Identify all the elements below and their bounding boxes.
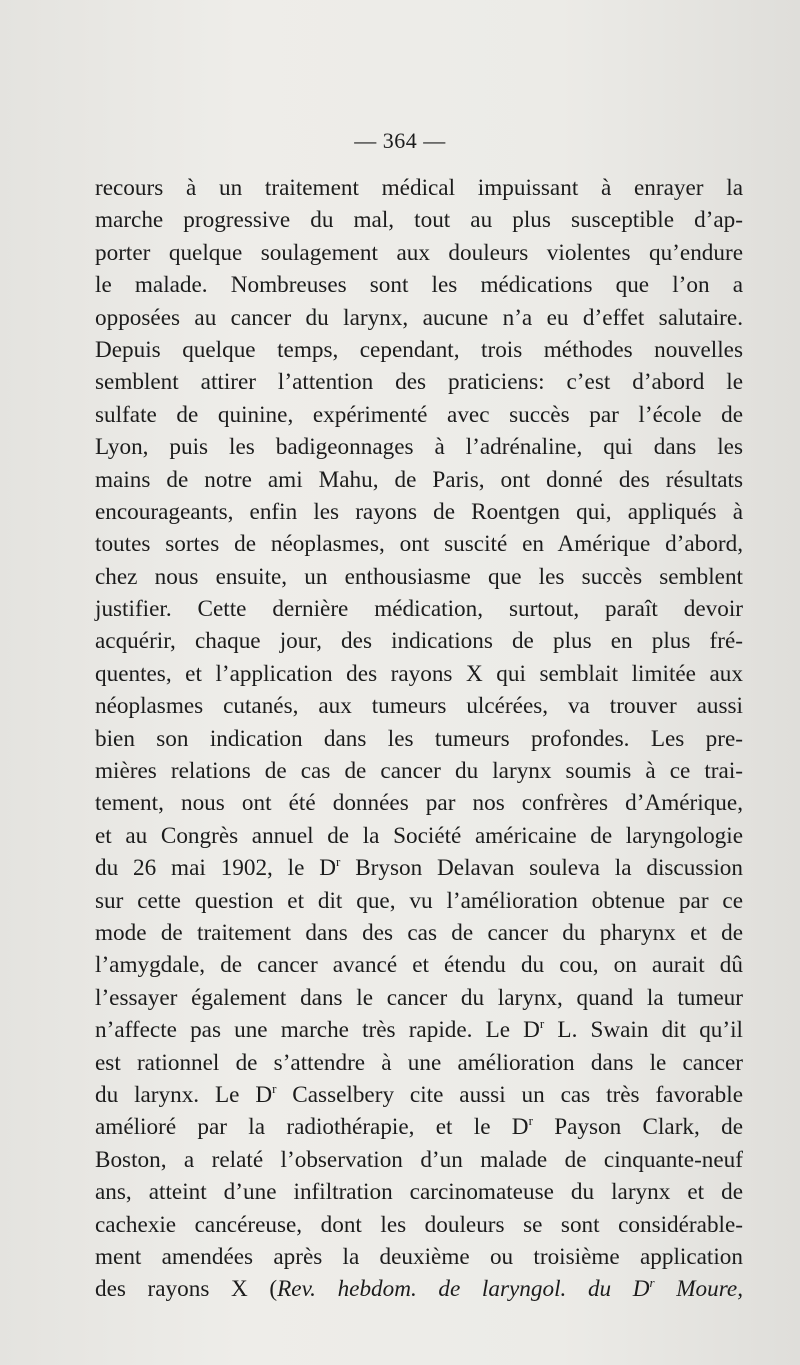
text-line: mains de notre ami Mahu, de Paris, ont donné des résultats xyxy=(95,466,743,493)
text-segment: Bryson Delavan souleva la discussion xyxy=(340,855,743,882)
text-line xyxy=(95,852,743,884)
text-line: justifier. Cette dernière médication, surtout, paraît devoir xyxy=(95,596,743,623)
text-segment: du larynx. Le D xyxy=(95,1081,273,1108)
text-segment: n’affecte pas une marche très rapide. Le D xyxy=(95,1017,540,1044)
text-line: Boston, a relaté l’observation d’un malade de cinquante-neuf xyxy=(95,1146,743,1173)
text-line: mières relations de cas de cancer du larynx soumis à ce trai- xyxy=(95,758,743,785)
text-line xyxy=(95,1273,743,1305)
text-line: marche progressive du mal, tout au plus susceptible d’ap- xyxy=(95,207,743,234)
text-line: chez nous ensuite, un enthousiasme que les succès semblent xyxy=(95,563,743,590)
text-body xyxy=(95,172,743,1306)
citation-italic xyxy=(277,1276,743,1302)
text-segment: amélioré par la radiothérapie, et le D xyxy=(95,1114,529,1141)
citation-text: Moure, xyxy=(654,1276,743,1303)
text-line: Depuis quelque temps, cependant, trois méthodes nouvelles xyxy=(95,336,743,363)
text-line: néoplasmes cutanés, aux tumeurs ulcérées, va trouver aussi xyxy=(95,693,743,720)
text-line: et au Congrès annuel de la Société américaine de laryngologie xyxy=(95,822,743,849)
text-line: est rationnel de s’attendre à une amélioration dans le cancer xyxy=(95,1049,743,1076)
text-segment: L. Swain dit qu’il xyxy=(544,1017,744,1044)
text-line: tement, nous ont été données par nos confrères d’Amérique, xyxy=(95,790,743,817)
text-line: mode de traitement dans des cas de cancer du pharynx et de xyxy=(95,919,743,946)
text-line xyxy=(95,1014,743,1046)
text-line: porter quelque soulagement aux douleurs violentes qu’endure xyxy=(95,239,743,266)
doctor-abbrev-sup: r xyxy=(336,854,341,870)
doctor-abbrev-sup: r xyxy=(539,1016,545,1032)
text-line: quentes, et l’application des rayons X qui semblait limitée aux xyxy=(95,660,743,687)
text-line: sulfate de quinine, expérimenté avec succès par l’école de xyxy=(95,401,743,428)
text-line: l’amygdale, de cancer avancé et étendu du cou, on aurait dû xyxy=(95,952,743,979)
text-line: le malade. Nombreuses sont les médications que l’on a xyxy=(95,272,743,299)
doctor-abbrev-sup: r xyxy=(272,1080,277,1096)
text-line: ment amendées après la deuxième ou troisième application xyxy=(95,1243,743,1270)
text-line: opposées au cancer du larynx, aucune n’a eu d’effet salutaire. xyxy=(95,304,743,331)
text-segment: des rayons X ( xyxy=(95,1276,278,1303)
citation-text: Rev. hebdom. de laryngol. du D xyxy=(277,1276,650,1303)
text-line: sur cette question et dit que, vu l’amélioration obtenue par ce xyxy=(95,887,743,914)
text-line xyxy=(95,1111,743,1143)
doctor-abbrev-sup: r xyxy=(649,1275,655,1291)
text-line: semblent attirer l’attention des praticiens: c’est d’abord le xyxy=(95,369,743,396)
text-segment: du 26 mai 1902, le D xyxy=(95,855,337,882)
text-segment: Payson Clark, de xyxy=(532,1114,743,1141)
text-line: bien son indication dans les tumeurs profondes. Les pre- xyxy=(95,725,743,752)
text-line: toutes sortes de néoplasmes, ont suscité en Amérique d’abord, xyxy=(95,531,743,558)
text-line: acquérir, chaque jour, des indications de plus en plus fré- xyxy=(95,628,743,655)
text-line: Lyon, puis les badigeonnages à l’adrénaline, qui dans les xyxy=(95,434,743,461)
text-segment: Casselbery cite aussi un cas très favorable xyxy=(276,1081,743,1108)
text-line: recours à un traitement médical impuissant à enrayer la xyxy=(95,175,743,201)
text-line xyxy=(95,1079,743,1111)
text-line: ans, atteint d’une infiltration carcinomateuse du larynx et de xyxy=(95,1179,743,1206)
doctor-abbrev-sup: r xyxy=(528,1113,533,1129)
text-line: cachexie cancéreuse, dont les douleurs se sont considérable- xyxy=(95,1211,743,1238)
text-line: encourageants, enfin les rayons de Roentgen qui, appliqués à xyxy=(95,498,743,525)
page-number: — 364 — xyxy=(354,128,446,153)
text-line: l’essayer également dans le cancer du larynx, quand la tumeur xyxy=(95,984,743,1011)
